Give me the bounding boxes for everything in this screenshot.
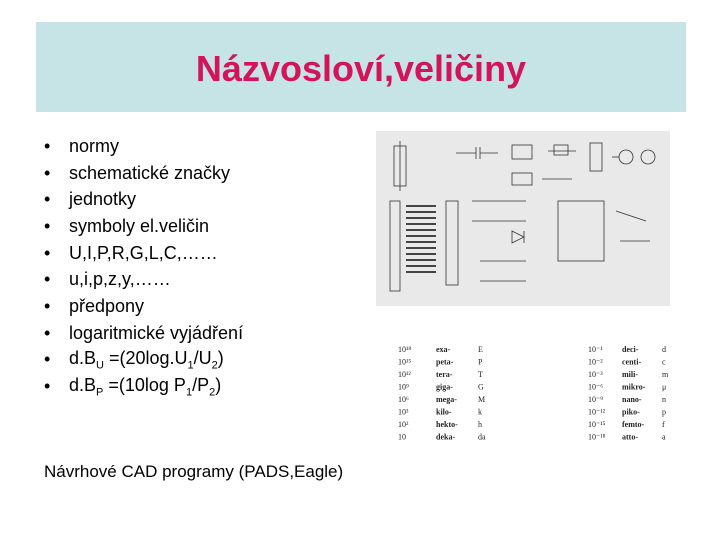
prefix-small-symbol-cell: d [662,345,666,354]
prefix-small-symbol-cell: μ [662,382,667,392]
prefix-big-symbol-cell: T [478,370,483,379]
cad-programs-text: Návrhové CAD programy (PADS,Eagle) [44,462,344,481]
prefix-small-name-cell: centi- [622,357,642,367]
bullet-text: normy [69,135,120,156]
prefix-small-symbol-cell: a [662,432,666,442]
prefix-small-power-cell: 10⁻¹ [588,345,603,354]
prefix-big-symbol-cell: k [478,407,482,417]
prefix-big-symbol-cell: da [478,432,486,442]
prefix-small-power-cell: 10⁻⁶ [588,382,604,392]
bullet-item [44,293,243,320]
title-band [36,22,686,112]
bullet-icon: • [44,215,51,236]
prefix-big-name-cell: kilo- [436,407,452,417]
bullet-item [44,133,243,160]
bullet-icon: • [44,189,51,210]
bullet-item [44,213,243,240]
bullet-list [44,133,243,400]
bullet-item [44,373,243,400]
prefix-big-name-cell: giga- [436,382,453,392]
prefix-small-symbol-cell: c [662,357,666,367]
prefix-big-power-cell: 10¹⁸ [398,345,412,354]
bullet-text: logaritmické vyjádření [69,322,244,343]
prefix-big-symbol-cell: h [478,420,482,429]
prefix-small-power-cell: 10⁻¹⁵ [588,420,606,429]
prefix-small-power-cell: 10⁻⁹ [588,395,604,404]
bullet-text: schematické značky [69,162,231,183]
prefix-small-power-cell: 10⁻² [588,357,603,367]
prefix-big-symbol-cell: M [478,395,486,404]
prefix-small-power-cell: 10⁻³ [588,370,603,379]
prefix-big-power-cell: 10³ [398,407,409,417]
prefix-big-name-cell: peta- [436,357,454,367]
prefix-small-name-cell: nano- [622,395,642,404]
prefix-small-power-cell: 10⁻¹⁸ [588,432,606,442]
prefix-big-symbol-cell: P [478,357,483,367]
formula-db-p: $d.B_P =(10\log$ $P_1/P_2$) [69,374,222,399]
prefix-big-name-cell: tera- [436,370,453,379]
prefix-big-symbol-cell: E [478,345,483,354]
prefix-big-name-cell: deka- [436,432,456,442]
prefix-big-power-cell: 10 [398,432,406,442]
bullet-text: jednotky [69,189,137,210]
bullet-item [44,160,243,187]
prefix-big-name-cell: hekto- [436,420,458,429]
prefix-small-symbol-cell: n [662,395,666,404]
prefix-small-name-cell: piko- [622,407,640,417]
prefix-big-name-cell: exa- [436,345,451,354]
prefix-small-symbol-cell: m [662,370,669,379]
prefix-big-symbol-cell: G [478,382,484,392]
prefix-small-symbol-cell: p [662,407,666,417]
bullet-item [44,186,243,213]
prefix-small-symbol-cell: f [662,420,665,429]
bullet-icon: • [44,135,51,156]
prefix-big-power-cell: 10¹⁵ [398,357,412,367]
bullet-icon: • [44,295,51,316]
bullet-icon: • [44,349,51,370]
bullet-icon: • [44,162,51,183]
prefix-big-power-cell: 10¹² [398,370,411,379]
prefix-big-power-cell: 10² [398,420,409,429]
si-prefix-table [392,330,672,458]
formula-db-u: $d.B_U =(20\log.U_1/U_2)$ [69,348,224,372]
bullet-text: u,i,p,z,y,…… [69,269,171,290]
bullet-text: symboly el.veličin [69,215,210,236]
prefix-small-name-cell: atto- [622,432,638,442]
prefix-small-power-cell: 10⁻¹² [588,407,606,417]
bullet-item [44,320,243,347]
bullet-icon: • [44,269,51,290]
bullet-icon: • [44,376,51,397]
prefix-small-name-cell: femto- [622,420,645,429]
bullet-item [44,266,243,293]
prefix-big-name-cell: mega- [436,395,457,404]
schematic-symbols-image [376,131,670,306]
prefix-small-name-cell: mikro- [622,382,646,392]
prefix-small-name-cell: mili- [622,370,638,379]
prefix-big-power-cell: 10⁹ [398,382,409,392]
bullet-text: předpony [69,295,145,316]
bullet-icon: • [44,242,51,263]
bullet-icon: • [44,322,51,343]
prefix-big-power-cell: 10⁶ [398,395,409,404]
bullet-text: U,I,P,R,G,L,C,…… [69,242,218,263]
bullet-item [44,240,243,267]
prefix-small-name-cell: deci- [622,345,639,354]
slide-title: Názvosloví,veličiny [195,48,527,89]
bullet-item [44,347,243,374]
